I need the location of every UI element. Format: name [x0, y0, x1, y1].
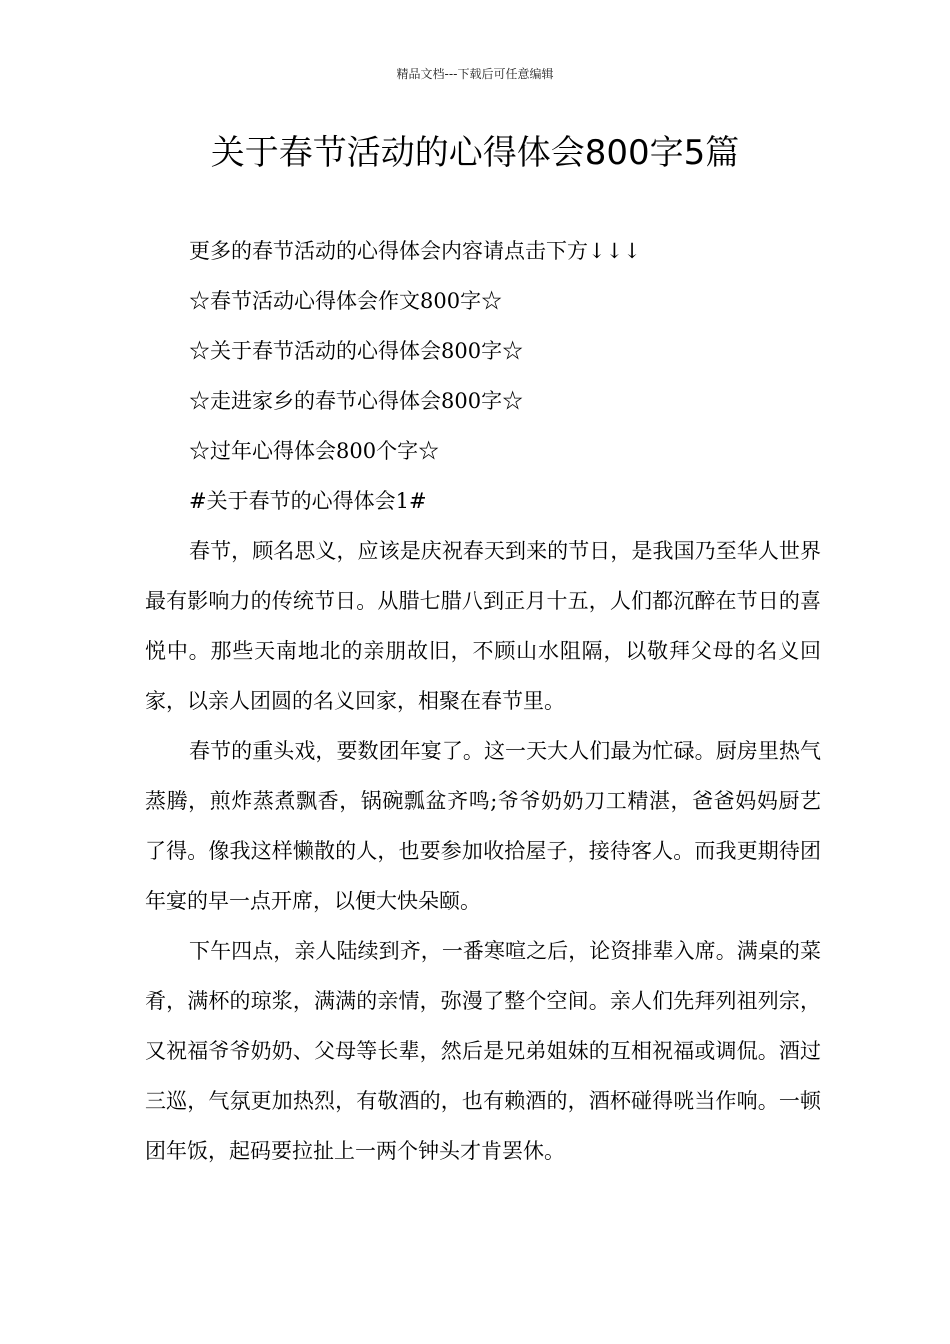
header-note: 精品文档---下载后可任意编辑 [396, 67, 554, 81]
paragraph-1: 春节，顾名思义，应该是庆祝春天到来的节日，是我国乃至华人世界最有影响力的传统节日。从腊七腊八到正月十五，人们都沉醉在节日的喜悦中。那些天南地北的亲朋故旧，不顾山水阻隔，以敬拜父母的名义回家，以亲人团圆的名义回家，相聚在春节里。 [145, 539, 821, 713]
paragraph-3: 下午四点，亲人陆续到齐，一番寒喧之后，论资排辈入席。满桌的菜肴，满杯的琼浆，满满的亲情，弥漫了整个空间。亲人们先拜列祖列宗，又祝福爷爷奶奶、父母等长辈，然后是兄弟姐妹的互相祝福或调侃。酒过三巡，气氛更加热烈，有敬酒的，也有赖酒的，酒杯碰得咣当作响。一顿团年饭，起码要拉扯上一两个钟头才肯罢休。 [145, 939, 821, 1163]
related-link-4[interactable]: ☆过年心得体会800个字☆ [189, 439, 440, 463]
paragraph-2: 春节的重头戏，要数团年宴了。这一天大人们最为忙碌。厨房里热气蒸腾，煎炸蒸煮飘香，锅碗瓢盆齐鸣;爷爷奶奶刀工精湛，爸爸妈妈厨艺了得。像我这样懒散的人，也要参加收拾屋子，接待客人。而我更期待团年宴的早一点开席，以便大快朵颐。 [145, 739, 821, 913]
document-body [145, 226, 821, 1176]
section-heading: #关于春节的心得体会1# [189, 489, 427, 513]
links-intro: 更多的春节活动的心得体会内容请点击下方↓↓↓ [189, 239, 641, 263]
related-link-3[interactable]: ☆走进家乡的春节心得体会800字☆ [189, 389, 524, 413]
related-link-1[interactable]: ☆春节活动心得体会作文800字☆ [189, 289, 503, 313]
related-link-2[interactable]: ☆关于春节活动的心得体会800字☆ [189, 339, 524, 363]
document-title: 关于春节活动的心得体会800字5篇 [210, 133, 740, 173]
